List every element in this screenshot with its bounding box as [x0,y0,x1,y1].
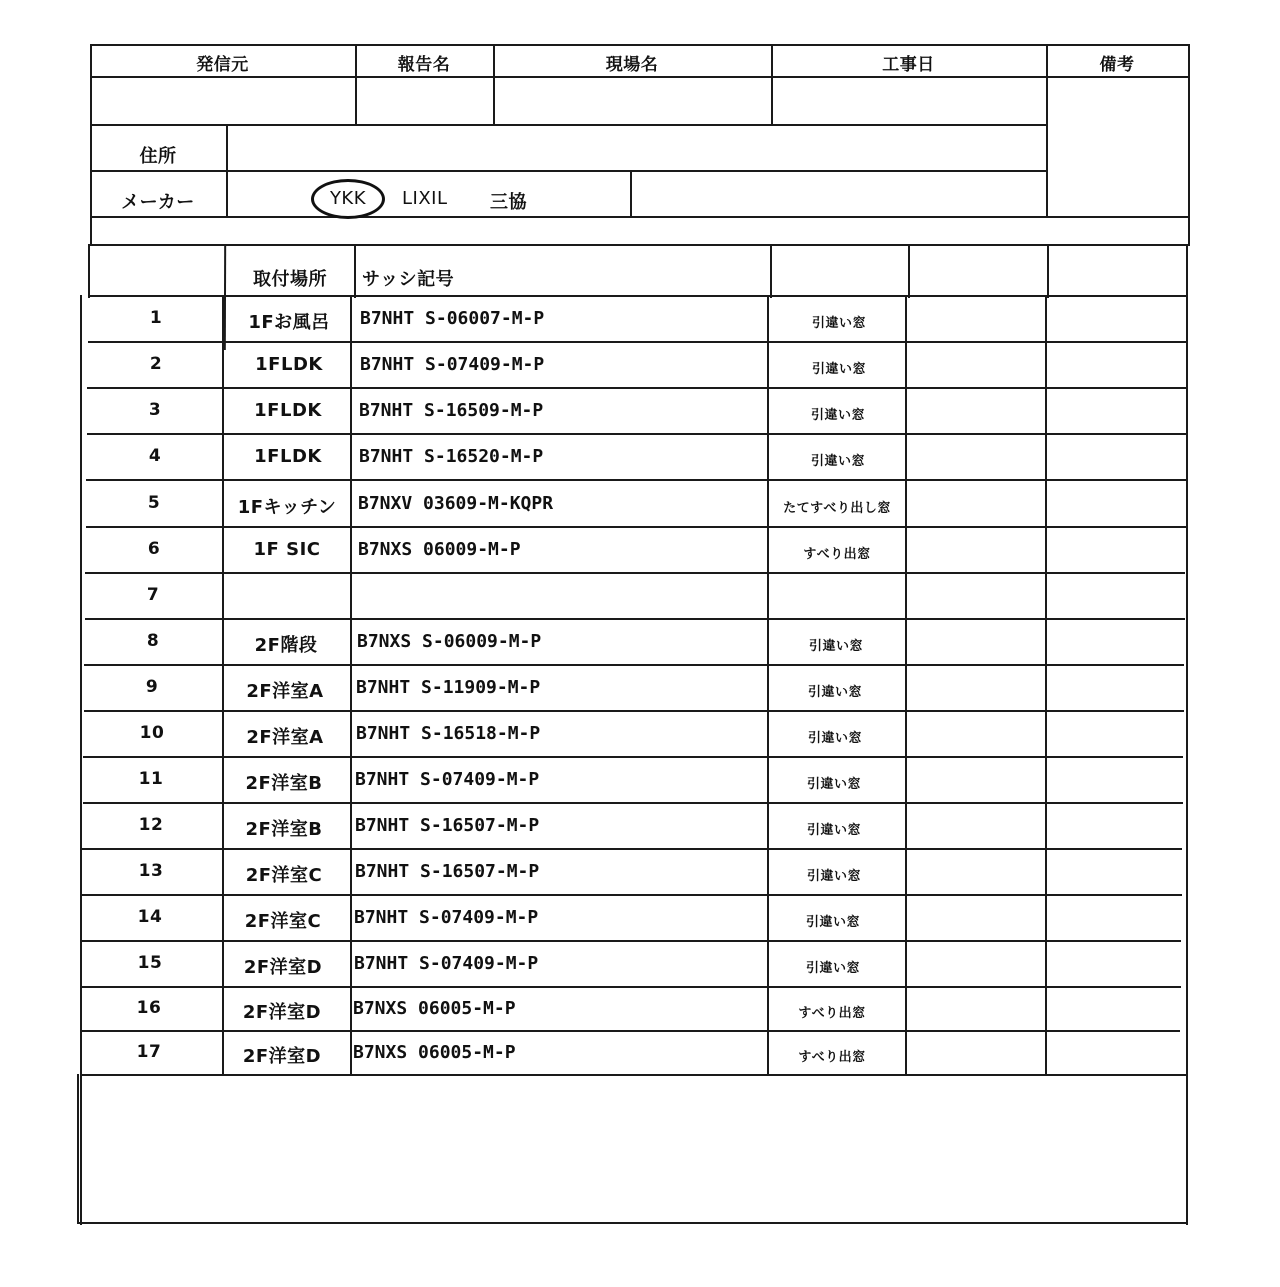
row-number: 1 [149,308,163,328]
rule [87,433,1187,435]
row-window-type: 引違い窓 [806,823,861,838]
column-location-header: 取付場所 [253,269,327,290]
row-sash-code: B7NXS 06005-M-P [353,1042,516,1063]
rule [81,986,1181,988]
row-window-type: すべり出窓 [798,1006,866,1021]
rule [630,170,632,218]
rule [226,124,228,218]
row-window-type: 引違い窓 [811,362,866,377]
rule [77,1074,79,1224]
rule [90,124,1048,126]
row-sash-code: B7NHT S-07409-M-P [354,953,539,974]
row-number: 13 [138,861,164,881]
rule [90,244,1190,246]
rule [84,664,1184,666]
rule [90,76,1190,78]
row-location: 2F洋室A [246,727,324,748]
row-number: 15 [137,953,163,973]
rule [90,216,1190,218]
row-location: 2F洋室B [245,773,323,794]
row-sash-code: B7NHT S-16520-M-P [359,446,544,467]
row-sash-code: B7NHT S-06007-M-P [360,308,545,329]
rule [83,802,1183,804]
row-location: 2F洋室A [246,681,324,702]
rule [224,244,226,350]
rule [80,295,82,1225]
row-number: 9 [145,677,159,697]
header-reporter: 報告名 [397,55,451,75]
rule [354,244,356,298]
rule [87,387,1187,389]
row-number: 16 [136,998,162,1018]
rule [80,1074,1186,1076]
rule [85,572,1185,574]
rule [908,244,910,298]
rule [82,894,1182,896]
row-sash-code: B7NXS 06005-M-P [353,998,516,1019]
rule [905,295,907,1076]
row-location: 1FLDK [254,400,322,421]
row-number: 14 [137,907,163,927]
row-window-type: 引違い窓 [806,777,861,792]
rule [350,295,352,1076]
row-location: 2F洋室C [244,911,322,932]
row-location: 1F SIC [253,539,321,560]
row-window-type: 引違い窓 [811,316,866,331]
row-sash-code: B7NHT S-16518-M-P [356,723,541,744]
row-sash-code: B7NXV 03609-M-KQPR [358,493,554,514]
row-window-type: 引違い窓 [807,731,862,746]
row-number: 2 [149,354,163,374]
row-number: 3 [148,400,162,420]
row-window-type: たてすべり出し窓 [783,501,891,516]
row-window-type: 引違い窓 [810,408,865,423]
row-sash-code: B7NHT S-11909-M-P [356,677,541,698]
row-location: 2F洋室D [242,1046,322,1067]
row-window-type: 引違い窓 [805,961,860,976]
rule [86,479,1186,481]
row-number: 5 [147,493,161,513]
row-number: 6 [147,539,161,559]
row-window-type: 引違い窓 [805,915,860,930]
row-location: 2F洋室B [245,819,323,840]
row-window-type: 引違い窓 [808,639,863,654]
row-window-type: 引違い窓 [810,454,865,469]
rule [88,244,90,298]
row-location: 1FLDK [255,354,323,375]
row-location: 1Fキッチン [237,497,337,518]
row-number: 7 [146,585,160,605]
rule [770,244,772,298]
header-work-date: 工事日 [882,55,935,75]
row-sash-code: B7NHT S-07409-M-P [354,907,539,928]
row-location: 2F洋室D [242,1002,322,1023]
rule [88,295,1188,297]
rule [83,756,1183,758]
rule [85,618,1185,620]
rule [1045,295,1047,1076]
row-number: 8 [146,631,160,651]
row-sash-code: B7NHT S-07409-M-P [355,769,540,790]
row-number: 4 [148,446,162,466]
header-sender: 発信元 [196,55,249,75]
maker-label: メーカー [121,192,195,213]
row-location: 1FLDK [254,446,322,467]
rule [86,526,1186,528]
row-location: 2F洋室D [243,957,323,978]
row-number: 12 [138,815,164,835]
row-window-type: 引違い窓 [806,869,861,884]
row-number: 11 [138,769,164,789]
row-sash-code: B7NXS 06009-M-P [358,539,521,560]
rule [82,848,1182,850]
row-location: 1Fお風呂 [248,312,330,333]
row-location: 2F階段 [254,635,318,656]
rule [81,940,1181,942]
rule [1047,244,1049,298]
maker-option-sankyo: 三協 [490,192,527,213]
maker-option-ykk: YKK [329,188,367,209]
row-window-type: すべり出窓 [798,1050,866,1065]
rule [80,1030,1180,1032]
header-remarks: 備考 [1099,55,1135,75]
row-sash-code: B7NXS S-06009-M-P [357,631,542,652]
row-window-type: すべり出窓 [803,547,871,562]
rule [77,1222,1187,1224]
row-window-type: 引違い窓 [807,685,862,700]
row-sash-code: B7NHT S-16509-M-P [359,400,544,421]
maker-option-lixil: LIXIL [402,188,448,209]
rule [90,44,1190,46]
rule [1188,44,1190,246]
row-sash-code: B7NHT S-16507-M-P [355,861,540,882]
header-site: 現場名 [605,55,659,75]
column-sash-code-header: サッシ記号 [362,269,455,290]
row-sash-code: B7NHT S-07409-M-P [360,354,545,375]
row-number: 10 [139,723,165,743]
rule [90,170,1048,172]
row-location: 2F洋室C [245,865,323,886]
rule [1186,244,1188,1225]
row-sash-code: B7NHT S-16507-M-P [355,815,540,836]
rule [88,341,1188,343]
rule [84,710,1184,712]
address-label: 住所 [139,146,177,167]
row-number: 17 [136,1042,162,1062]
